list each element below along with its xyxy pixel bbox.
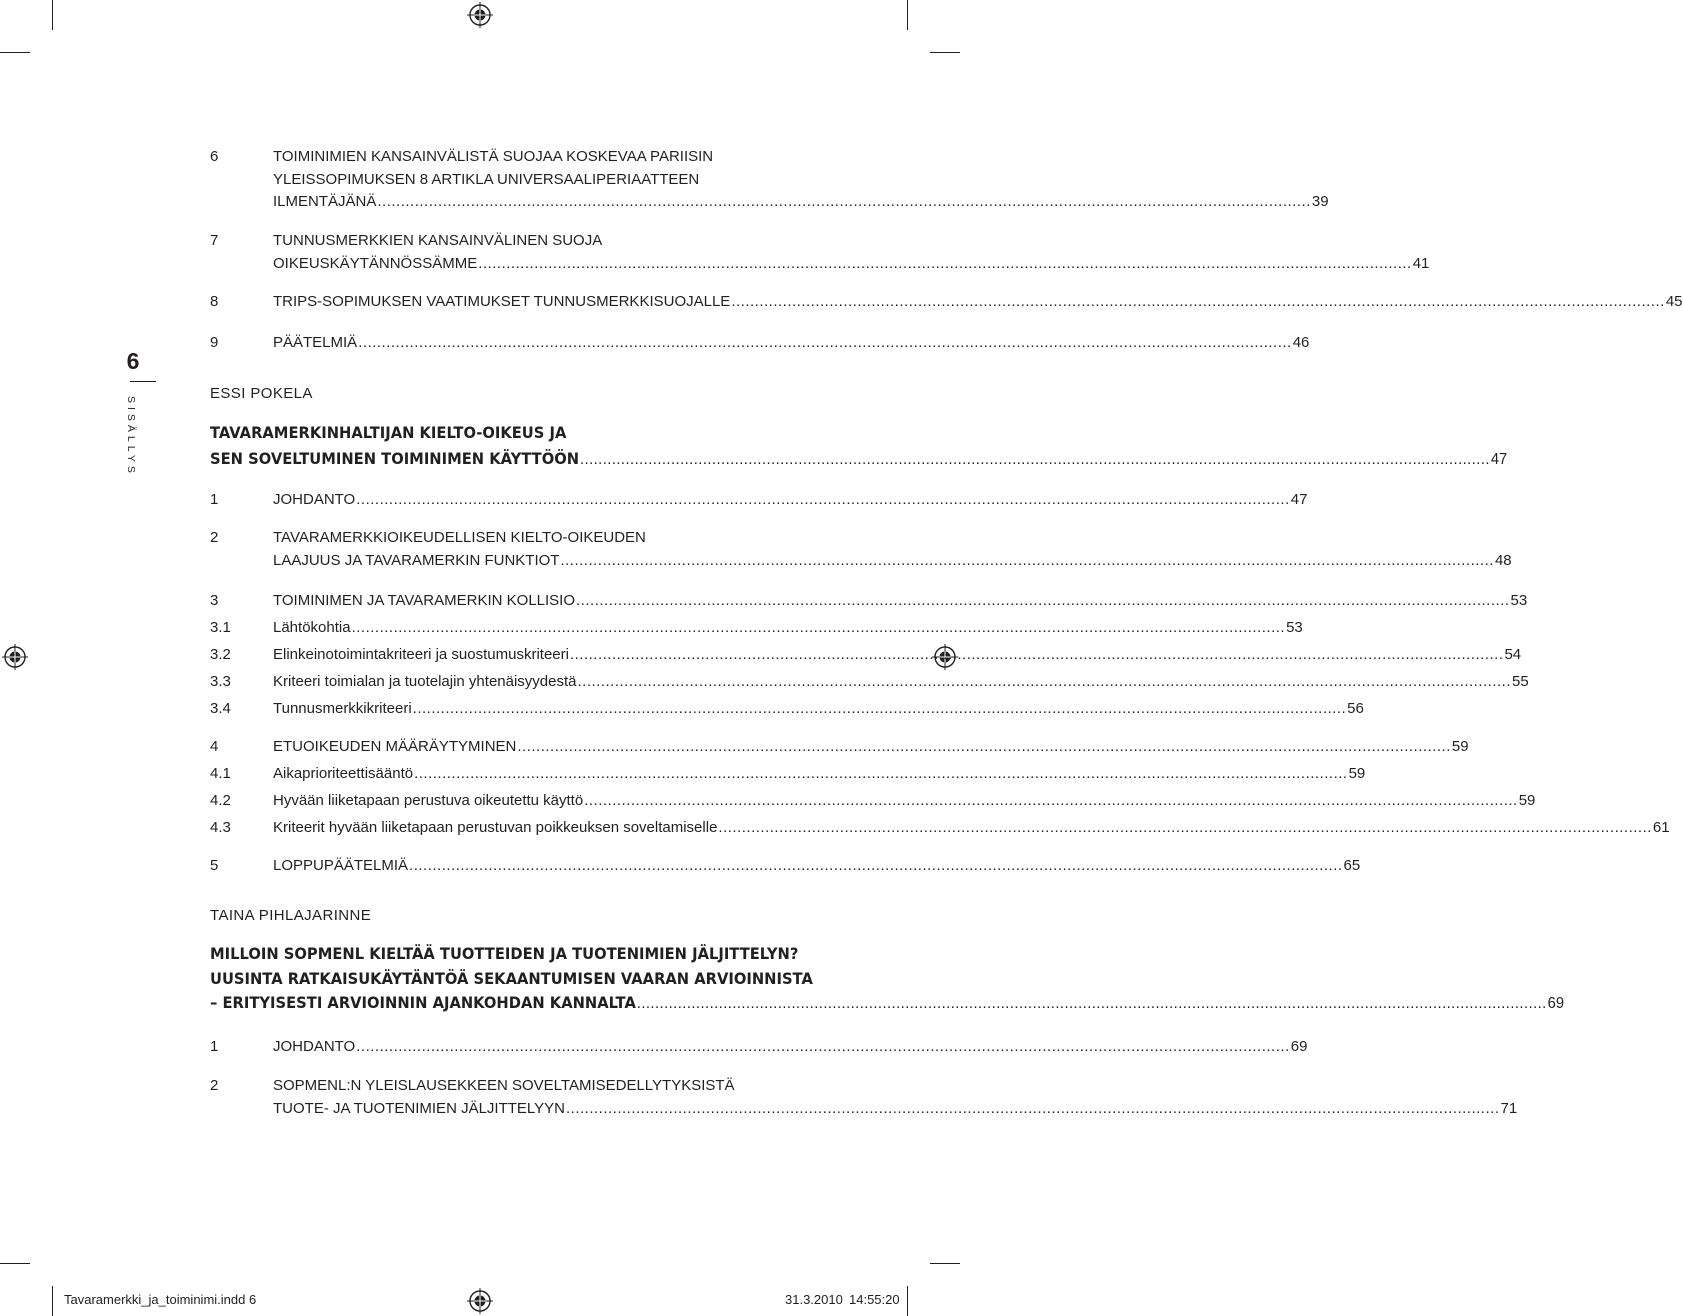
toc-entry-body xyxy=(273,617,1303,640)
toc-entry-text: PÄÄTELMIÄ xyxy=(273,334,358,351)
toc-entry-number: 8 xyxy=(210,293,219,310)
toc-entry-line: SOPMENL:N YLEISLAUSEKKEEN SOVELTAMISEDELLYTYKSISTÄ xyxy=(273,1077,735,1094)
toc-entry-text: TRIPS-SOPIMUKSEN VAATIMUKSET TUNNUSMERKKISUOJALLE xyxy=(273,293,731,310)
toc-leader-line xyxy=(273,489,1308,512)
page-number: 47 xyxy=(1490,451,1508,468)
page-number: 69 xyxy=(1547,995,1565,1012)
toc-leader-line xyxy=(273,644,1522,667)
page-number: 71 xyxy=(1500,1099,1518,1117)
article-title xyxy=(210,942,1565,1017)
toc-entry-number: 4.2 xyxy=(210,792,231,809)
toc-entry-body xyxy=(273,671,1529,694)
side-label: SISÄLLYS xyxy=(125,396,137,477)
crop-mark xyxy=(907,0,908,30)
toc-entry-body xyxy=(273,855,1361,878)
toc-leader-line xyxy=(273,855,1361,878)
toc-entry-body xyxy=(273,527,1512,572)
leader-dots: ........................................................................................................................................................................................................ xyxy=(584,792,1518,809)
leader-dots: ........................................................................................................................................................................................................ xyxy=(377,193,1311,210)
leader-dots: ........................................................................................................................................................................................................ xyxy=(565,1099,1500,1117)
leader-dots: ........................................................................................................................................................................................................ xyxy=(356,491,1290,508)
leader-dots: ........................................................................................................................................................................................................ xyxy=(478,254,1412,272)
toc-entry-line: YLEISSOPIMUKSEN 8 ARTIKLA UNIVERSAALIPERIAATTEEN xyxy=(273,170,700,188)
toc-leader-line xyxy=(273,332,1310,355)
page-number: 53 xyxy=(1286,619,1303,636)
toc-entry-text: Aikaprioriteettisääntö xyxy=(273,765,414,782)
toc-entry-line: TAVARAMERKKIOIKEUDELLISEN KIELTO-OIKEUDEN xyxy=(273,529,646,546)
page-number: 59 xyxy=(1451,738,1469,755)
leader-dots: ........................................................................................................................................................................................................ xyxy=(412,700,1347,717)
toc-entry-text: Kriteerit hyvään liiketapaan perustuvan poikkeuksen soveltamiselle xyxy=(273,819,718,836)
crop-mark xyxy=(52,1286,53,1316)
toc-entry-text: ETUOIKEUDEN MÄÄRÄYTYMINEN xyxy=(273,738,517,755)
toc-entry-text: LOPPUPÄÄTELMIÄ xyxy=(273,857,409,874)
page-number: 69 xyxy=(1290,1038,1308,1055)
page-number: 54 xyxy=(1504,646,1522,663)
leader-dots: ........................................................................................................................................................................................................ xyxy=(358,334,1292,351)
toc-entry-number: 6 xyxy=(210,148,219,165)
toc-entry-number: 5 xyxy=(210,857,219,874)
toc-entry-text: JOHDANTO xyxy=(273,491,356,508)
toc-entry-body xyxy=(273,590,1528,613)
page-number: 61 xyxy=(1652,819,1670,836)
toc-leader-line xyxy=(273,191,1329,214)
toc-entry-body xyxy=(273,230,1430,275)
toc-entry-text: ILMENTÄJÄNÄ xyxy=(273,193,377,210)
leader-dots: ........................................................................................................................................................................................................ xyxy=(579,451,1490,468)
toc-entry-body xyxy=(273,1036,1308,1059)
footer-date: 31.3.2010 xyxy=(785,1292,843,1307)
page-number: 45 xyxy=(1665,293,1683,310)
toc-leader-line xyxy=(273,1098,1518,1121)
leader-dots: ........................................................................................................................................................................................................ xyxy=(356,1038,1290,1055)
toc-entry-text: JOHDANTO xyxy=(273,1038,356,1055)
toc-entry-body xyxy=(273,489,1308,512)
footer-time: 14:55:20 xyxy=(849,1292,900,1307)
toc-entry-text: Lähtökohtia xyxy=(273,619,351,636)
crop-mark xyxy=(0,52,30,53)
toc-entry-number: 9 xyxy=(210,334,219,351)
page-number: 59 xyxy=(1518,792,1536,809)
crop-mark xyxy=(930,52,960,53)
toc-entry-body xyxy=(273,817,1670,840)
page-number: 46 xyxy=(1292,334,1310,351)
page-number: 48 xyxy=(1494,551,1512,569)
toc-entry-number: 1 xyxy=(210,1038,219,1055)
toc-entry-text: Tunnusmerkkikriteeri xyxy=(273,700,412,717)
leader-dots: ........................................................................................................................................................................................................ xyxy=(576,592,1510,609)
toc-leader-line xyxy=(273,698,1364,721)
leader-dots: ........................................................................................................................................................................................................ xyxy=(731,293,1665,310)
toc-entry-number: 1 xyxy=(210,491,219,508)
page-number: 39 xyxy=(1311,193,1329,210)
leader-dots: ........................................................................................................................................................................................................ xyxy=(636,995,1547,1012)
toc-entry-text: TOIMINIMEN JA TAVARAMERKIN KOLLISIO xyxy=(273,592,576,609)
article-title-line: TAVARAMERKINHALTIJAN KIELTO-OIKEUS JA xyxy=(210,423,567,442)
toc-entry-body xyxy=(273,644,1522,667)
toc-entry-text: Hyvään liiketapaan perustuva oikeutettu käyttö xyxy=(273,792,584,809)
leader-dots: ........................................................................................................................................................................................................ xyxy=(351,619,1286,636)
article-title xyxy=(210,420,1508,473)
toc-leader-line xyxy=(273,291,1683,314)
toc-leader-line xyxy=(210,446,1508,473)
registration-mark-icon xyxy=(467,2,493,28)
toc-entry-number: 3 xyxy=(210,592,219,609)
toc-entry-number: 3.2 xyxy=(210,646,231,663)
leader-dots: ........................................................................................................................................................................................................ xyxy=(414,765,1348,782)
toc-leader-line xyxy=(210,991,1565,1017)
page-number: 56 xyxy=(1347,700,1364,717)
article-title-line: MILLOIN SOPMENL KIELTÄÄ TUOTTEIDEN JA TUOTENIMIEN JÄLJITTELYN? xyxy=(210,944,799,963)
toc-entry-text: Elinkeinotoimintakriteeri ja suostumuskriteeri xyxy=(273,646,569,663)
page-number: 53 xyxy=(1510,592,1528,609)
toc-entry-body xyxy=(273,1075,1518,1120)
leader-dots: ........................................................................................................................................................................................................ xyxy=(560,551,1494,569)
leader-dots: ........................................................................................................................................................................................................ xyxy=(409,857,1343,874)
toc-entry-text: OIKEUSKÄYTÄNNÖSSÄMME xyxy=(273,254,478,272)
page-number: 59 xyxy=(1348,765,1366,782)
toc-entry-number: 3.4 xyxy=(210,700,231,717)
toc-entry-number: 3.3 xyxy=(210,673,231,690)
toc-entry-text: Kriteeri toimialan ja tuotelajin yhtenäisyydestä xyxy=(273,673,577,690)
toc-leader-line xyxy=(273,763,1366,786)
toc-entry-number: 3.1 xyxy=(210,619,231,636)
toc-entry-text: LAAJUUS JA TAVARAMERKIN FUNKTIOT xyxy=(273,551,560,569)
toc-entry-line: TOIMINIMIEN KANSAINVÄLISTÄ SUOJAA KOSKEVAA PARIISIN xyxy=(273,148,714,165)
page-number: 55 xyxy=(1512,673,1529,690)
toc-leader-line xyxy=(273,1036,1308,1059)
crop-mark xyxy=(52,0,53,30)
toc-leader-line xyxy=(273,671,1529,694)
toc-leader-line xyxy=(273,617,1303,640)
toc-leader-line xyxy=(273,590,1528,613)
leader-dots: ........................................................................................................................................................................................................ xyxy=(517,738,1451,755)
toc-entry-body xyxy=(273,763,1366,786)
toc-entry-number: 4.1 xyxy=(210,765,231,782)
toc-entry-body xyxy=(273,291,1683,314)
toc-entry-number: 2 xyxy=(210,529,219,546)
toc-entry-number: 4 xyxy=(210,738,219,755)
toc-entry-number: 2 xyxy=(210,1077,219,1094)
footer-filename: Tavaramerkki_ja_toiminimi.indd 6 xyxy=(64,1292,257,1307)
toc-entry-body xyxy=(273,332,1310,355)
toc-leader-line xyxy=(273,253,1430,276)
leader-dots: ........................................................................................................................................................................................................ xyxy=(577,673,1511,690)
toc-leader-line xyxy=(273,817,1670,840)
toc-entry-body xyxy=(273,146,1329,214)
toc-entry-body xyxy=(273,736,1469,759)
article-title-line: UUSINTA RATKAISUKÄYTÄNTÖÄ SEKAANTUMISEN VAARAN ARVIOINNISTA xyxy=(210,968,813,988)
toc-entry-text: TUOTE- JA TUOTENIMIEN JÄLJITTELYYN xyxy=(273,1099,565,1117)
author-name: TAINA PIHLAJARINNE xyxy=(210,907,372,924)
page-number: 65 xyxy=(1343,857,1361,874)
toc-leader-line xyxy=(273,736,1469,759)
side-divider xyxy=(130,381,156,382)
toc-entry-number: 7 xyxy=(210,232,219,249)
crop-mark xyxy=(930,1263,960,1264)
page-number: 47 xyxy=(1290,491,1308,508)
toc-leader-line xyxy=(273,790,1536,813)
toc-entry-body xyxy=(273,790,1536,813)
author-name: ESSI POKELA xyxy=(210,385,313,402)
registration-mark-icon xyxy=(2,644,28,670)
chapter-number: 6 xyxy=(126,348,140,374)
crop-mark xyxy=(907,1286,908,1316)
registration-mark-icon xyxy=(467,1288,493,1314)
toc-entry-body xyxy=(273,698,1364,721)
toc-entry-line: TUNNUSMERKKIEN KANSAINVÄLINEN SUOJA xyxy=(273,232,603,249)
leader-dots: ........................................................................................................................................................................................................ xyxy=(718,819,1652,836)
leader-dots: ........................................................................................................................................................................................................ xyxy=(569,646,1504,663)
toc-entry-number: 4.3 xyxy=(210,819,231,836)
toc-entry-text: – ERITYISESTI ARVIOINNIN AJANKOHDAN KANNALTA xyxy=(210,993,636,1012)
crop-mark xyxy=(0,1263,30,1264)
toc-leader-line xyxy=(273,550,1512,573)
toc-entry-text: SEN SOVELTUMINEN TOIMINIMEN KÄYTTÖÖN xyxy=(210,449,580,468)
page-number: 41 xyxy=(1412,254,1430,272)
